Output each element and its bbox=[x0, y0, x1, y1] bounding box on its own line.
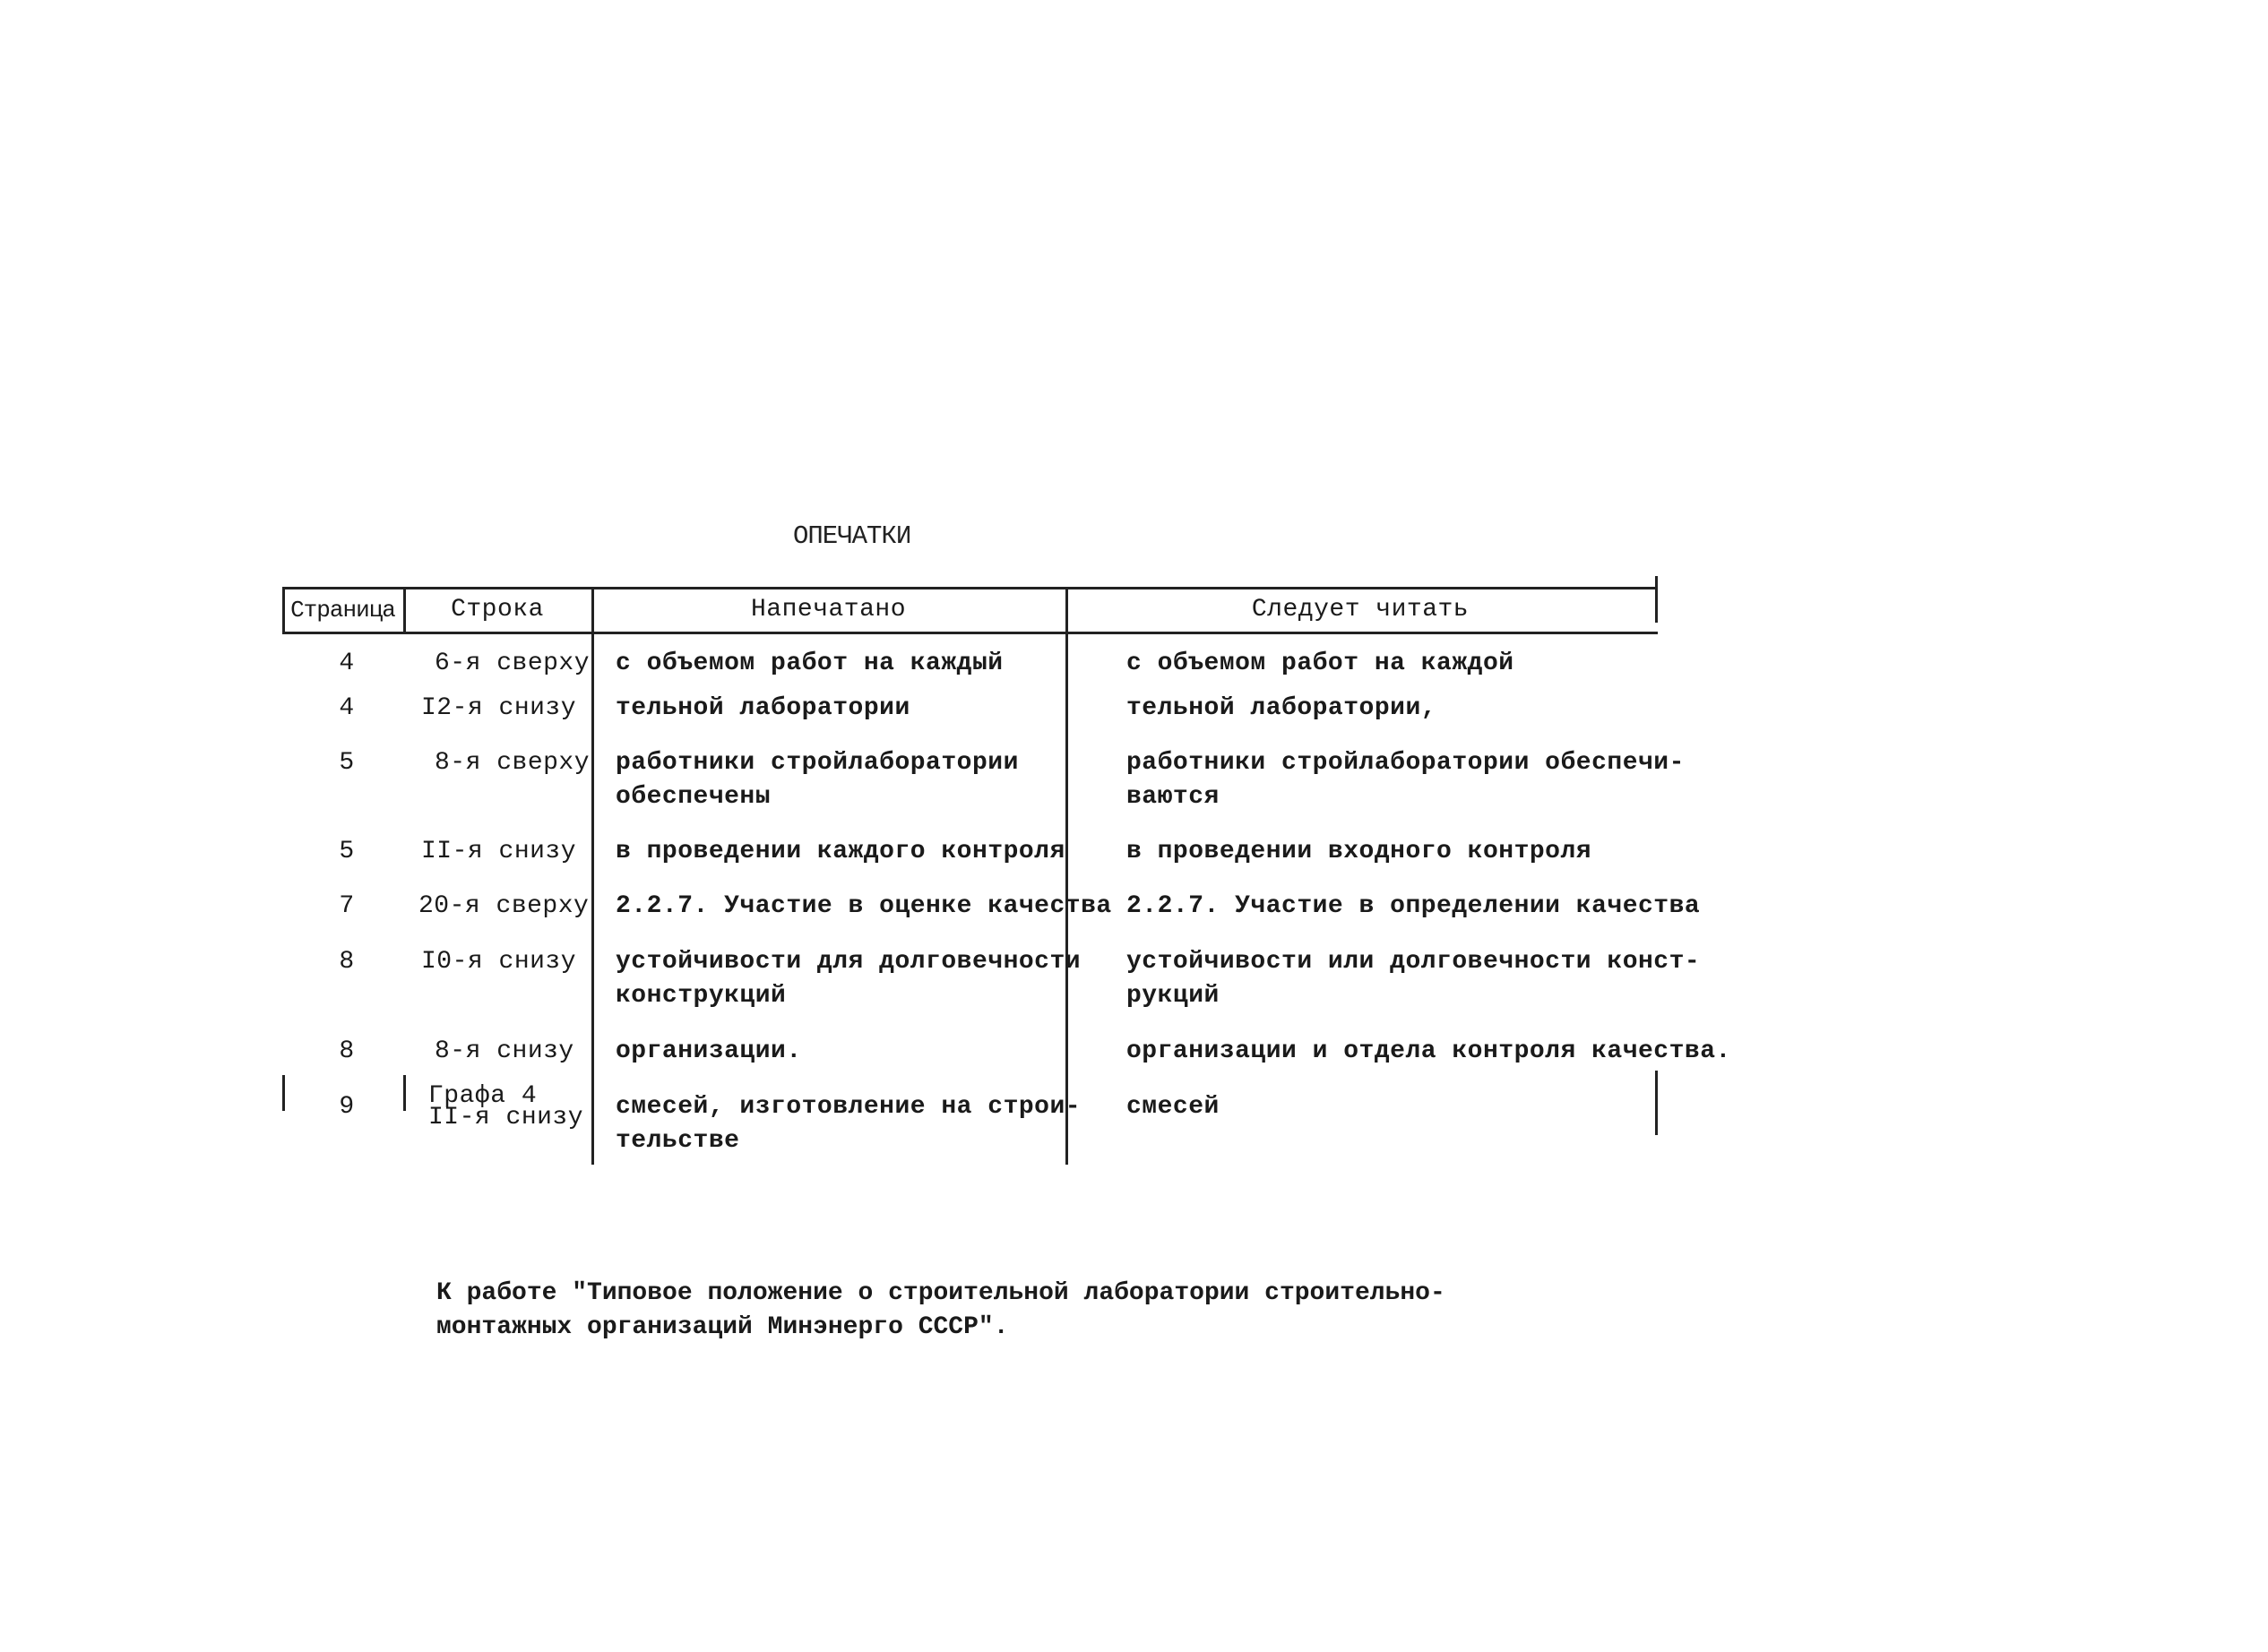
table-top-rule bbox=[282, 587, 1658, 589]
row-page: 7 bbox=[339, 892, 355, 920]
row-correct: смесей bbox=[1126, 1093, 1220, 1121]
row-printed: организации. bbox=[616, 1037, 802, 1065]
row-line: I0-я снизу bbox=[421, 948, 577, 976]
row-printed: устойчивости для долговечности конструкций bbox=[616, 948, 1082, 1010]
row-printed: смесей, изготовление на строи- тельстве bbox=[616, 1093, 1082, 1155]
row-page: 4 bbox=[339, 650, 355, 677]
header-page: Страница bbox=[290, 597, 395, 624]
column-divider-right bbox=[1655, 576, 1658, 623]
header-printed: Напечатано bbox=[750, 596, 907, 624]
errata-table bbox=[282, 587, 1731, 1160]
header-correct: Следует читать bbox=[1251, 596, 1470, 624]
row-correct: устойчивости или долговечности конст- рукций bbox=[1126, 948, 1701, 1010]
row-correct: в проведении входного контроля bbox=[1126, 838, 1592, 865]
errata-title: ОПЕЧАТКИ bbox=[793, 521, 911, 551]
column-divider-1-body bbox=[403, 1075, 406, 1111]
column-divider-left-body bbox=[282, 1075, 285, 1111]
row-line: I2-я снизу bbox=[421, 694, 577, 722]
row-page: 4 bbox=[339, 694, 355, 722]
row-line: 6-я сверху bbox=[435, 650, 591, 677]
row-printed: с объемом работ на каждый bbox=[616, 650, 1004, 677]
row-printed: в проведении каждого контроля bbox=[616, 838, 1065, 865]
row-page: 8 bbox=[339, 1037, 355, 1065]
row-line: 8-я сверху bbox=[435, 749, 591, 777]
row-printed: работники стройлаборатории обеспечены bbox=[616, 749, 1019, 811]
table-header-rule bbox=[282, 632, 1658, 634]
row-page: 8 bbox=[339, 948, 355, 976]
column-divider-right-body bbox=[1655, 1071, 1658, 1135]
row-page: 5 bbox=[339, 838, 355, 865]
row-line: 20-я сверху bbox=[418, 892, 590, 920]
column-divider-3 bbox=[1065, 587, 1068, 1165]
row-line: Графа 4 II-я снизу bbox=[428, 1082, 584, 1131]
header-line: Строка bbox=[451, 596, 544, 624]
row-correct: с объемом работ на каждой bbox=[1126, 650, 1514, 677]
row-line: II-я снизу bbox=[421, 838, 577, 865]
row-page: 9 bbox=[339, 1093, 355, 1121]
row-correct: 2.2.7. Участие в определении качества bbox=[1126, 892, 1701, 920]
footnote: К работе "Типовое положение о строительной лаборатории строительно- монтажных организаций Минэнерго СССР". bbox=[436, 1279, 1445, 1341]
row-line: 8-я снизу bbox=[435, 1037, 574, 1065]
row-page: 5 bbox=[339, 749, 355, 777]
row-correct: тельной лаборатории, bbox=[1126, 694, 1437, 722]
row-correct: работники стройлаборатории обеспечи- ваются bbox=[1126, 749, 1685, 811]
row-printed: 2.2.7. Участие в оценке качества bbox=[616, 892, 1112, 920]
row-correct: организации и отдела контроля качества. bbox=[1126, 1037, 1731, 1065]
row-printed: тельной лаборатории bbox=[616, 694, 910, 722]
